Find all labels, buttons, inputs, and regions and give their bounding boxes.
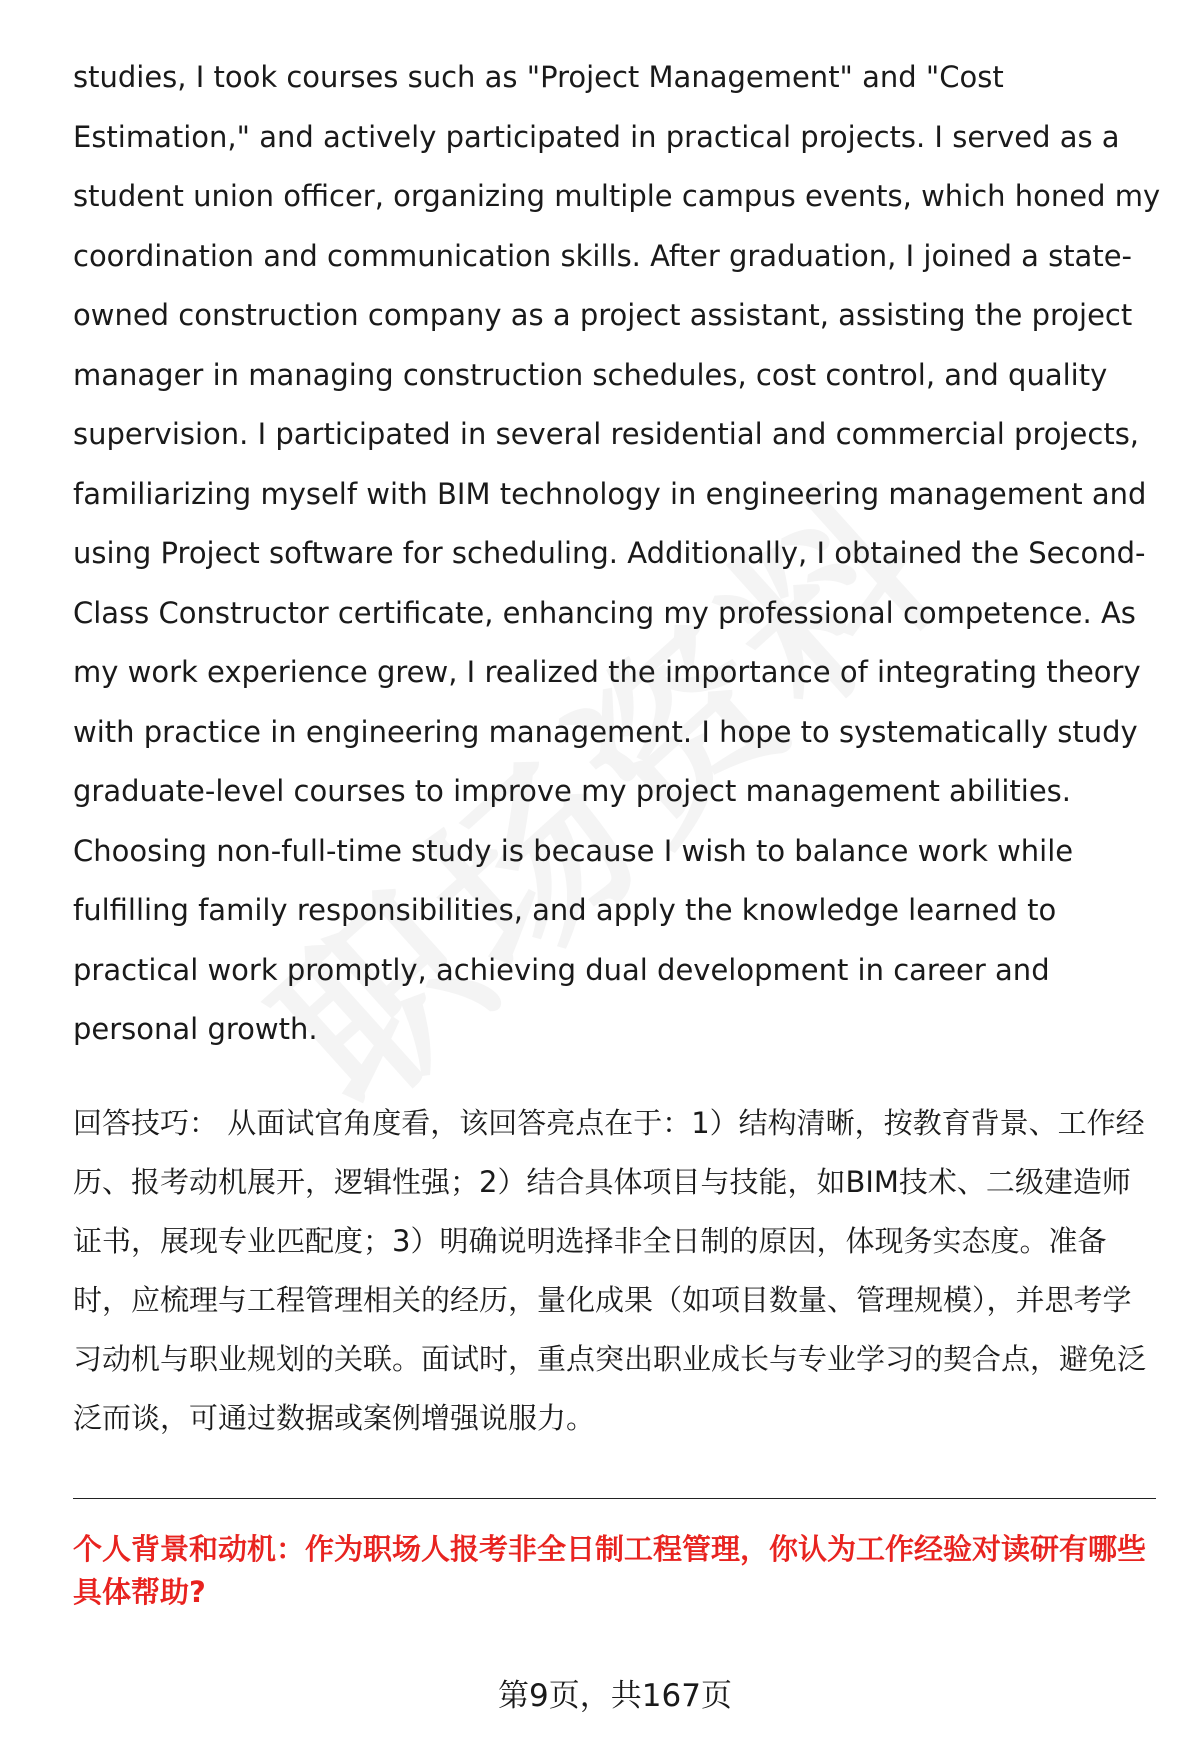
- answer-paragraph: studies, I took courses such as "Project Management" and "Cost Estimation," and actively participated in practical projects. I served as a student union officer, organizing multiple campus events, which honed my coordination and communication skills. After graduation, I joined a state-owned construction company as a project assistant, assisting the project manager in managing construction schedules, cost control, and quality supervision. I participated in several residential and commercial projects, familiarizing myself with BIM technology in engineering management and using Project software for scheduling. Additionally, I obtained the Second-Class Constructor certificate, enhancing my professional competence. As my work experience grew, I realized the importance of integrating theory with practice in engineering management. I hope to systematically study graduate-level courses to improve my project management abilities. Choosing non-full-time study is because I wish to balance work while fulfilling family responsibilities, and apply the knowledge learned to practical work promptly, achieving dual development in career and personal growth.: [73, 60, 1161, 1046]
- page-number-footer: 第9页，共167页: [498, 1678, 732, 1714]
- answer-tips-paragraph: 回答技巧： 从面试官角度看，该回答亮点在于：1）结构清晰，按教育背景、工作经历、报考动机展开，逻辑性强；2）结合具体项目与技能，如BIM技术、二级建造师证书，展现专业匹配度；3）明确说明选择非全日制的原因，体现务实态度。准备时，应梳理与工程管理相关的经历，量化成果（如项目数量、管理规模），并思考学习动机与职业规划的关联。面试时，重点突出职业成长与专业学习的契合点，避免泛泛而谈，可通过数据或案例增强说服力。: [73, 1106, 1147, 1435]
- section-divider: [73, 1498, 1156, 1499]
- next-question-heading: 个人背景和动机：作为职场人报考非全日制工程管理，你认为工作经验对读研有哪些具体帮助?: [73, 1532, 1147, 1609]
